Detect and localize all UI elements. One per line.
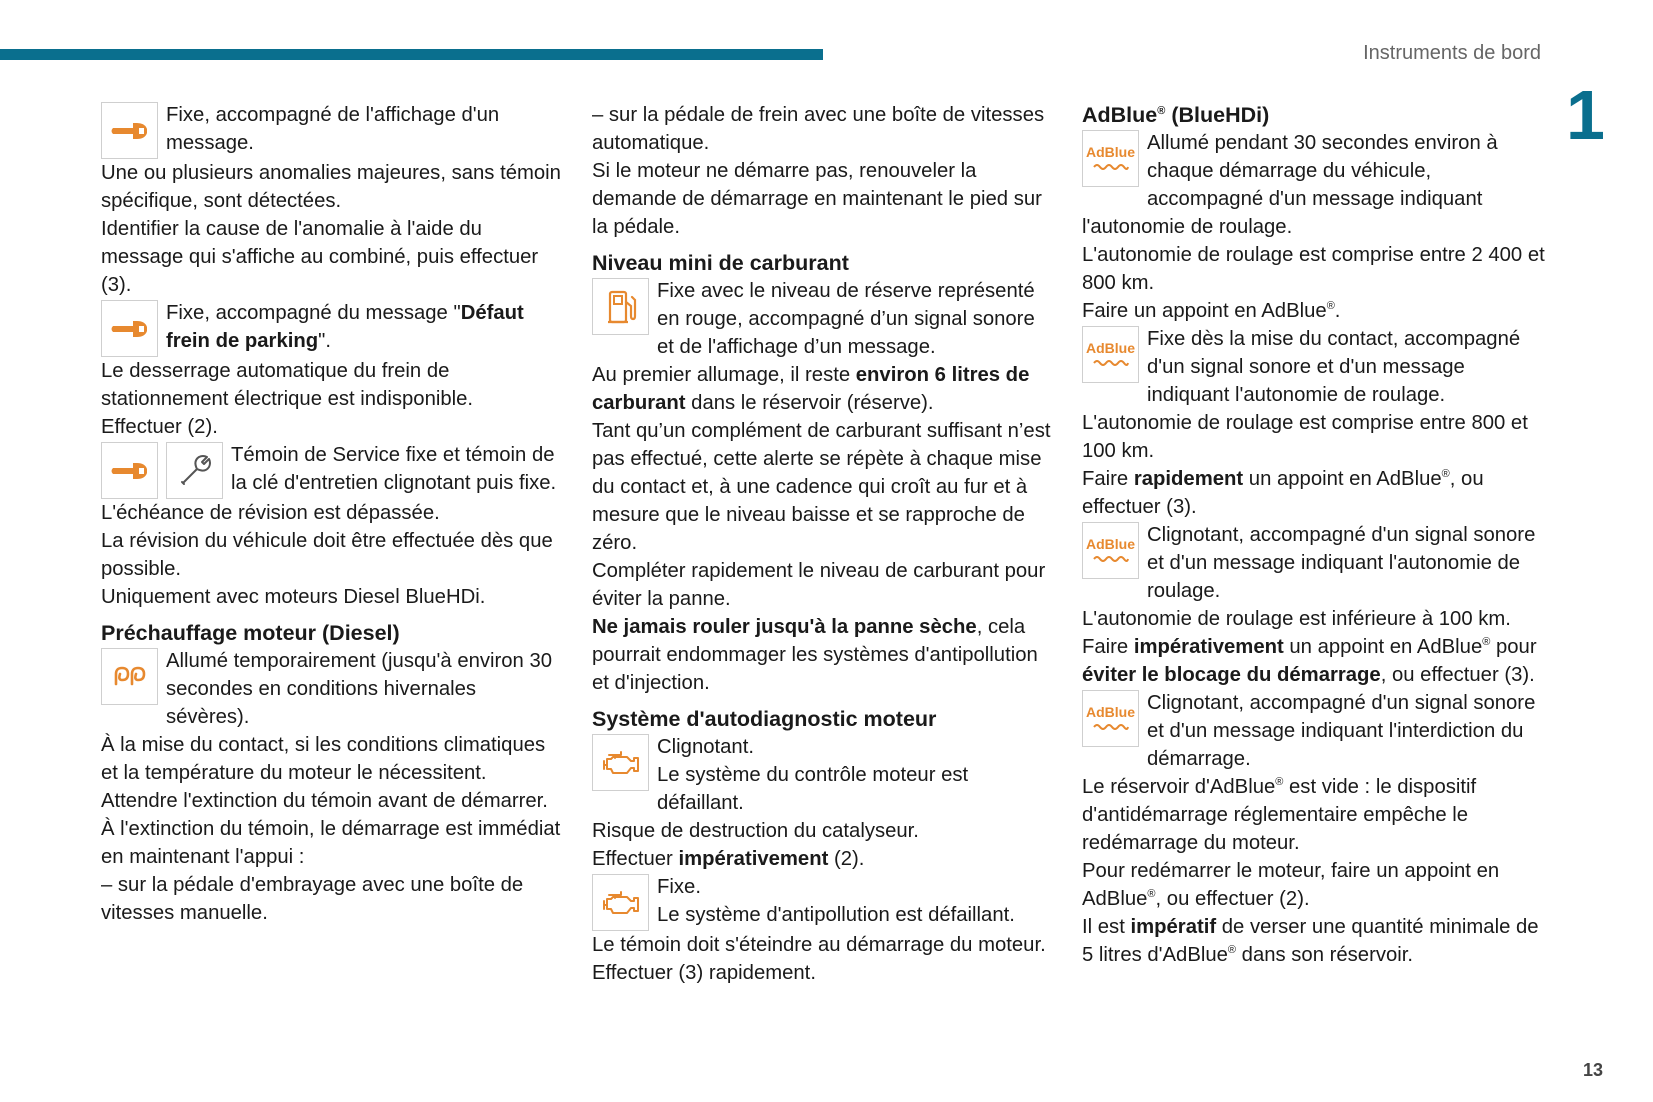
warning-entry-wrench: Fixe, accompagné de l'affichage d'un message.: [101, 101, 561, 159]
warning-entry-engine-flashing: Clignotant. Le système du contrôle moteur est défaillant.: [592, 733, 1052, 817]
warning-entry-adblue-1: AdBlue Allumé pendant 30 secondes environ à chaque démarrage du véhicule, accompagné d'un message indiquant l'autonomie de roulage.: [1082, 132, 1498, 238]
engine-icon: [592, 734, 649, 791]
warning-entry-adblue-3: AdBlue Clignotant, accompagné d'un signal sonore et d'un message indiquant l'autonomie de roulage.: [1082, 521, 1552, 605]
column-3: AdBlue® (BlueHDi) AdBlue Allumé pendant 30 secondes environ à chaque démarrage du véhicule, accompagné d'un message indiquant l'autonomie de roulage. L'autonomie de roulage est comprise entre 2 400 et 800 km. Faire un appoint en AdBlue®. AdBlue Fixe dès la mise du contact, accompagné d'un signal sonore et d'un message indiquant l'autonomie de roulage. L'autonomie de roulage est comprise entre 800 et 100 km. Faire rapidement un appoint en AdBlue®, ou effectuer (3). AdBlue Clignotant, accompagné d'un signal sonore et d'un message indiquant l'autonomie de roulage. L'autonomie de roulage est inférieure à 100 km. Faire impérativement un appoint en AdBlue® pour éviter le blocage du démarrage, ou effectuer (3). AdBlue Clignotant, accompagné d'un signal sonore et d'un message indiquant l'interdiction du démarrage. Le réservoir d'AdBlue® est vide : le dispositif d'antidémarrage réglementaire empêche le redémarrage du moteur. Pour redémarrer le moteur, faire un appoint en AdBlue®, ou effectuer (2). Il est impératif de verser une quantité minimale de 5 litres d'AdBlue® dans son réservoir.: [1082, 101, 1552, 969]
header-accent-bar: [0, 49, 823, 60]
heading-engine-diagnostic: Système d'autodiagnostic moteur: [592, 707, 937, 731]
warning-entry-fuel: Fixe avec le niveau de réserve représenté en rouge, accompagné d’un signal sonore et de l'affichage d’un message.: [592, 277, 1052, 361]
wrench-icon: [101, 300, 158, 357]
adblue-icon: AdBlue: [1082, 130, 1139, 187]
adblue-icon: AdBlue: [1082, 326, 1139, 383]
warning-entry-adblue-4: AdBlue Clignotant, accompagné d'un signal sonore et d'un message indiquant l'interdiction du démarrage.: [1082, 689, 1552, 773]
warning-entry-service: Témoin de Service fixe et témoin de la clé d'entretien clignotant puis fixe.: [101, 441, 561, 499]
wrench-icon: [101, 102, 158, 159]
heading-fuel: Niveau mini de carburant: [592, 251, 849, 275]
page-number: 13: [1583, 1060, 1604, 1080]
column-2: – sur la pédale de frein avec une boîte de vitesses automatique. Si le moteur ne démarre pas, renouveler la demande de démarrage en maintenant le pied sur la pédale. Niveau mini de carburant Fixe avec le niveau de réserve représenté en rouge, accompagné d’un signal sonore et de l'affichage d’un message. Au premier allumage, il reste environ 6 litres de carburant dans le réservoir (réserve). Tant qu’un complément de carburant suffisant n’est pas effectué, cette alerte se répète à chaque mise du contact et, à une cadence qui croît au fur et à mesure que le niveau baisse et se rapproche de zéro. Compléter rapidement le niveau de carburant pour éviter la panne. Ne jamais rouler jusqu'à la panne sèche, cela pourrait endommager les systèmes d'antipollution et d'injection. Système d'autodiagnostic moteur Clignotant. Le système du contrôle moteur est défaillant. Risque de destruction du catalyseur. Effectuer impérativement (2). Fixe. Le système d'antipollution est défaillant. Le témoin doit s'éteindre au démarrage du moteur. Effectuer (3) rapidement.: [592, 104, 1051, 984]
preheating-coil-icon: [101, 648, 158, 705]
heading-adblue: AdBlue® (BlueHDi): [1082, 103, 1270, 127]
wrench-icon: [101, 442, 158, 499]
heading-preheating: Préchauffage moteur (Diesel): [101, 621, 400, 645]
engine-icon: [592, 874, 649, 931]
fuel-pump-icon: [592, 278, 649, 335]
adblue-icon: AdBlue: [1082, 522, 1139, 579]
column-1: Fixe, accompagné de l'affichage d'un message. Une ou plusieurs anomalies majeures, sans témoin spécifique, sont détectées. Identifier la cause de l'anomalie à l'aide du message qui s'affiche au combiné, puis effectuer (3). Fixe, accompagné du message "Défaut frein de parking". Le desserrage automatique du frein de stationnement électrique est indisponible. Effectuer (2). Témoin de Service fixe et témoin de la clé d'entretien clignotant puis fixe. L'échéance de révision est dépassée. La révision du véhicule doit être effectuée dès que possible. Uniquement avec moteurs Diesel BlueHDi. Préchauffage moteur (Diesel) Allumé temporairement (jusqu'à environ 30 secondes en conditions hivernales sévères). À la mise du contact, si les conditions climatiques et la température du moteur le nécessitent. Attendre l'extinction du témoin avant de démarrer. À l'extinction du témoin, le démarrage est immédiat en maintenant l'appui : – sur la pédale d'embrayage avec une boîte de vitesses manuelle.: [101, 101, 561, 927]
warning-entry-adblue-2: AdBlue Fixe dès la mise du contact, accompagné d'un signal sonore et d'un message indiquant l'autonomie de roulage.: [1082, 325, 1552, 409]
warning-entry-parking-brake: Fixe, accompagné du message "Défaut frein de parking".: [101, 299, 561, 357]
warning-entry-preheating: Allumé temporairement (jusqu'à environ 30 secondes en conditions hivernales sévères).: [101, 647, 561, 731]
service-key-icon: [166, 442, 223, 499]
warning-entry-engine-fixed: Fixe. Le système d'antipollution est défaillant.: [592, 873, 1052, 931]
chapter-number: 1: [1566, 76, 1605, 154]
section-title: Instruments de bord: [1363, 42, 1541, 64]
adblue-icon: AdBlue: [1082, 690, 1139, 747]
